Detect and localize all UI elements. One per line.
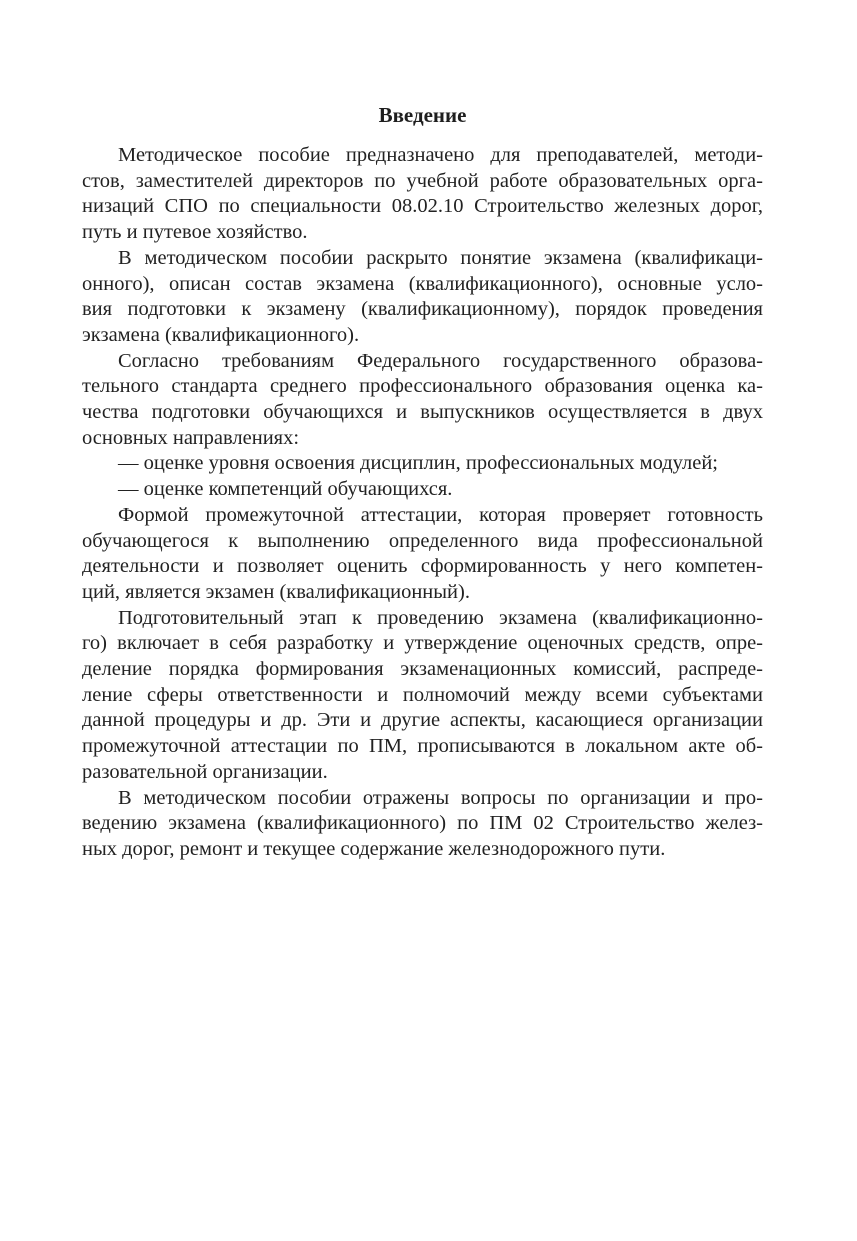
text-line: ных дорог, ремонт и текущее содержание железнодорожного пути. xyxy=(82,837,666,860)
text-line: экзамена (квалификационного). xyxy=(82,323,360,346)
paragraph xyxy=(82,246,763,349)
paragraph xyxy=(82,477,763,503)
paragraph xyxy=(82,349,763,452)
text-line: деление порядка формирования экзаменационных комиссий, распреде- xyxy=(82,658,763,681)
text-line: ление сферы ответственности и полномочий между всеми субъектами xyxy=(82,683,763,706)
text-line: промежуточной аттестации по ПМ, прописываются в локальном акте об- xyxy=(82,735,763,758)
text-line: разовательной организации. xyxy=(82,760,328,783)
text-line: го) включает в себя разработку и утверждение оценочных средств, опре- xyxy=(82,632,763,655)
text-line: основных направлениях: xyxy=(82,426,300,449)
paragraph xyxy=(82,606,763,786)
text-line: чества подготовки обучающихся и выпускников осуществляется в двух xyxy=(82,401,763,424)
text-line: Методическое пособие предназначено для преподавателей, методи- xyxy=(118,144,763,166)
page-title: Введение xyxy=(378,103,467,127)
text-line: стов, заместителей директоров по учебной работе образовательных орга- xyxy=(82,169,763,192)
text-line: данной процедуры и др. Эти и другие аспекты, касающиеся организации xyxy=(82,709,763,732)
document-page xyxy=(82,100,763,863)
text-line: путь и путевое хозяйство. xyxy=(82,221,308,244)
text-line: обучающегося к выполнению определенного вида профессиональной xyxy=(82,529,763,552)
text-line: тельного стандарта среднего профессионального образования оценка ка- xyxy=(82,375,763,398)
text-line: Согласно требованиям Федерального государственного образова- xyxy=(118,349,763,372)
document-body xyxy=(82,143,763,863)
text-line: ведению экзамена (квалификационного) по ПМ 02 Строительство желез- xyxy=(82,812,763,835)
text-line: низаций СПО по специальности 08.02.10 Строительство железных дорог, xyxy=(82,195,763,218)
text-line: — оценке уровня освоения дисциплин, профессиональных модулей; xyxy=(118,452,719,475)
text-line: ций, является экзамен (квалификационный). xyxy=(82,580,470,603)
paragraph xyxy=(82,786,763,863)
text-line: Формой промежуточной аттестации, которая проверяет готовность xyxy=(118,503,763,526)
text-line: — оценке компетенций обучающихся. xyxy=(118,478,453,501)
paragraph xyxy=(82,503,763,606)
text-line: деятельности и позволяет оценить сформированность у него компетен- xyxy=(82,555,763,578)
text-line: Подготовительный этап к проведению экзамена (квалификационно- xyxy=(118,606,763,629)
text-line: В методическом пособии отражены вопросы по организации и про- xyxy=(118,786,763,809)
paragraph xyxy=(82,143,763,246)
text-line: вия подготовки к экзамену (квалификационному), порядок проведения xyxy=(82,298,763,321)
text-line: В методическом пособии раскрыто понятие экзамена (квалификаци- xyxy=(118,246,763,269)
paragraph xyxy=(82,451,763,477)
text-line: онного), описан состав экзамена (квалификационного), основные усло- xyxy=(82,272,763,295)
